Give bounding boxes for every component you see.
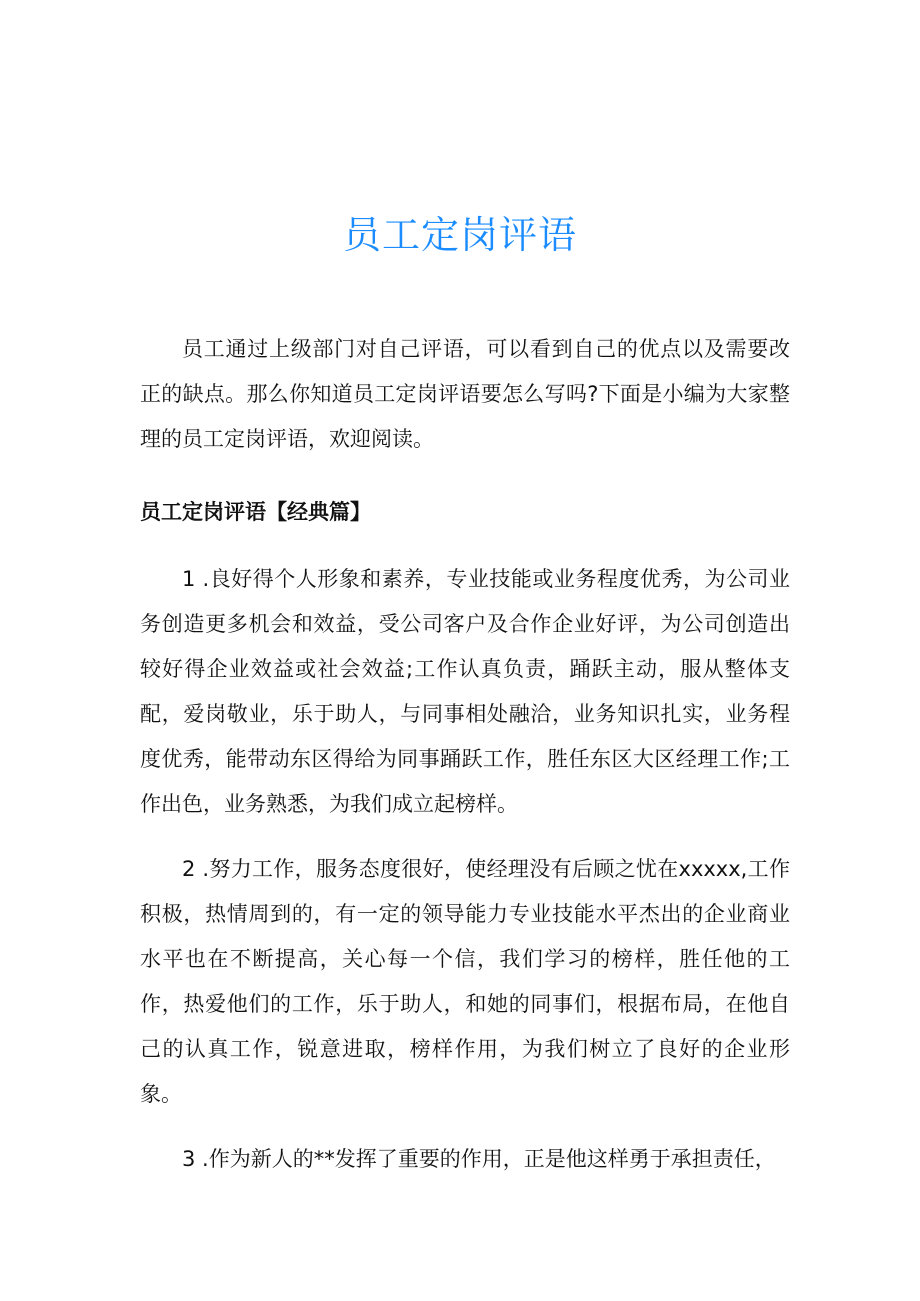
page-title: 员工定岗评语 (342, 213, 577, 257)
list-item: 1 .良好得个人形象和素养，专业技能或业务程度优秀，为公司业务创造更多机会和效益，受公司客户及合作企业好评，为公司创造出较好得企业效益或社会效益;工作认真负责，踊跃主动，服从整体支配，爱岗敬业，乐于助人，与同事相处融洽，业务知识扎实，业务程度优秀，能带动东区得给为同事踊跃工作，胜任东区大区经理工作;工作出色，业务熟悉，为我们成立起榜样。 (140, 567, 790, 816)
section-heading: 员工定岗评语【经典篇】 (140, 500, 371, 524)
document-body (140, 327, 790, 1202)
intro-paragraph: 员工通过上级部门对自己评语，可以看到自己的优点以及需要改正的缺点。那么你知道员工定岗评语要怎么写吗?下面是小编为大家整理的员工定岗评语，欢迎阅读。 (140, 337, 790, 451)
list-item: 3 .作为新人的**发挥了重要的作用，正是他这样勇于承担责任， (182, 1147, 776, 1171)
list-item: 2 .努力工作，服务态度很好，使经理没有后顾之忧在xxxxx,工作积极，热情周到的，有一定的领导能力专业技能水平杰出的企业商业水平也在不断提高，关心每一个信，我们学习的榜样，胜任他的工作，热爱他们的工作，乐于助人，和她的同事们，根据布局，在他自己的认真工作，锐意进取，榜样作用，为我们树立了良好的企业形象。 (140, 857, 790, 1106)
